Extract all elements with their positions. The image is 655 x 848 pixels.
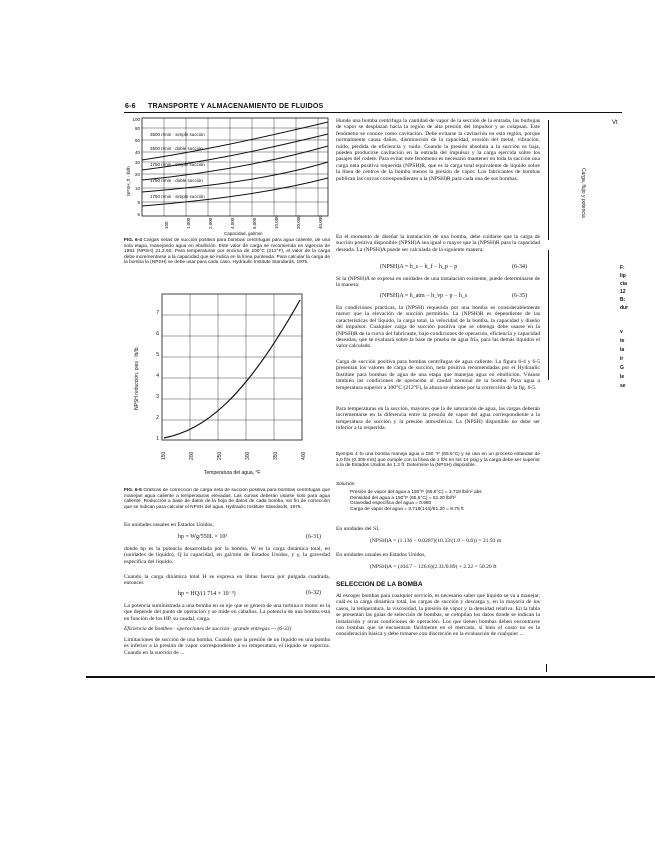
fig2-y-tick: 2: [156, 415, 159, 421]
equation-number: (6-35): [512, 293, 527, 299]
right-paragraph: En condiciones prácticas, la (NPSH) requerida por una bomba es considerablemente menor que la elevación de succión permitida. La (NPSH)R es dependiente de las características del líquido, la carga total, la velocidad de la bomba, la capacidad y diseño del impulsor. Cualquier carga de succión positiva que se obtenga debe usarse en la (NPSH)R de la curva del fabricante, bajo condiciones de operación, eficiencia y capacidad deseadas, que se evaluará sobre la base de prueba de agua fría, para las demás líquidos el valor calculado.: [336, 305, 540, 350]
fig1-x-tick: 10,000: [274, 215, 279, 229]
us-label: En unidades usuales en Estados Unidos,: [336, 552, 426, 558]
side-fragments: [620, 264, 628, 312]
fig1-x-tick: 4,000: [230, 217, 235, 229]
fig1-y-tick: 30: [134, 160, 140, 165]
equation: hp = HQ/(1 714 × 10⁻³): [178, 591, 236, 597]
fig1-x-tick: 100: [164, 221, 169, 229]
figure-1: [124, 116, 330, 236]
fig1-y-tick: 40: [134, 150, 140, 155]
fig1-curve-label: 1750 r/min · simple succión: [150, 194, 205, 199]
fig1-curve-label: 3500 r/min · simple succión: [150, 132, 205, 137]
fig2-y-tick: 3: [156, 394, 159, 400]
side-fragment: te: [620, 338, 625, 344]
si-label: En unidades del SI,: [336, 526, 380, 532]
solution-line: Presión de vapor del agua a 150°F (65.6°C) = 3.718 lb/in² abs: [350, 490, 482, 495]
equation-number: (6-34): [512, 264, 527, 270]
fig1-curve-label: 1750 r/min · doble succión: [150, 178, 203, 183]
solution-line: Densidad del agua a 150°F (65.6°C) = 61.20 lb/ft³: [350, 495, 456, 501]
fig2-y-tick: 5: [156, 352, 159, 358]
figure-2-caption: [124, 488, 330, 518]
fig1-x-tick: 1,000: [186, 217, 191, 229]
fig1-y-tick: 60: [134, 138, 140, 143]
figure-1-caption: [124, 238, 330, 281]
fig1-curve-label: 3500 r/min · doble succión: [150, 146, 203, 151]
fig1-curve-label: 1750 r/min · simple succión: [150, 162, 205, 167]
fig1-y-tick: 100: [132, 117, 140, 122]
equation: hp = Wg/550L × 10³: [178, 534, 228, 540]
fig1-x-tick: 20,000: [296, 215, 301, 229]
fig1-y-tick: 20: [134, 172, 140, 177]
solution-label: Solución: [336, 482, 355, 487]
fig2-curve: [164, 300, 300, 438]
side-fragment: la: [620, 347, 625, 353]
right-mark: Vt: [612, 120, 618, 126]
fig1-caption-text: Cargas netas de succión positiva para bombas centrífugas para agua caliente, de una sola etapa, manejando agua en ebullición. Este valor de carga se recomienda en vigencia de 1981 (NPSH) 21,2.60. Para temperaturas por encima de 100°C (212°F), el valor de la carga debe incrementarse a la capacidad que se indica en la línea punteada. Para calcular la carga de la bomba la (NPSH) se debe usar para cada caso. Hydraulic Institute Standards, 1975.: [124, 238, 330, 266]
fig2-caption-text: Gráficas de corrección de carga neta de succión positiva para bombas centrífugas que manejan agua caliente a temperaturas elevadas. Las curvas deberán usarse solo para agua caliente. Reducción a base de datos de la hoja de datos de cada bomba, sin fin de corrección que se indican para calcular el NPSH del agua. Hydraulic Institute Standards, 1975.: [124, 488, 330, 510]
side-fragment: le: [620, 374, 625, 380]
bottom-tick: [546, 664, 547, 672]
fig1-y-label: NPSH, ft · lb/lb: [126, 166, 131, 196]
fig2-y-tick: 4: [156, 373, 159, 379]
fig1-y-tick: 8: [137, 200, 140, 205]
right-paragraph: Si la (NPSH)A se expresa en unidades de una instalación existente, puede determinarse de la manera:: [336, 276, 540, 289]
bottom-rule: [86, 676, 655, 678]
solution-line: Gravedad específica del agua = 0.980: [350, 501, 432, 507]
fig2-x-label: Temperatura del agua, °F: [204, 470, 261, 476]
fig2-x-tick: 350: [273, 451, 279, 460]
section-text: Al escoger bombas para cualquier servicio, es necesario saber qué líquido se va a manejar, cuál es la carga dinámica total, las cargas de succión y descarga y, en la mayoría de los casos, la temperatura, la viscosidad, la presión de vapor y la densidad relativa. En la tabla se presentan las guías de selección de bombas, se compilan los datos donde se indican la instalación y otras condiciones de operación. Los que tienen bombas deben encontrarse con bombas que se encuentran fácilmente en el mercado, si bien el costo no es la consideración básica y debe tomarse con discreción en la evaluación de cualquier ...: [336, 593, 540, 638]
side-vertical-label: Carga, flujo y potencia: [580, 168, 586, 218]
side-fragment: G: [620, 365, 624, 371]
figure-2: [124, 290, 330, 486]
margin-rule: [548, 250, 549, 380]
right-paragraph: Hunde una bomba centrífuga la cantidad de vapor de la sección de la entrada, las burbujas de vapor se desplazan hacia la región de alta presión del impulsor y se colapsan. Este fenómeno se conoce como cavitación. Debe evitarse la cavitación en esta región, porque normalmente causa daños, disminución de la capacidad, erosión del metal, vibración, ruido, pérdida de eficiencia y ruido. Cuando la presión absoluta a la succión es baja, pueden producirse cavitación en la entrada del impulsor y la carga ejercida sobre los pasajes del rodete. Para evitar este fenómeno es necesario mantener en toda la succión una carga neta positiva requerida (NPSH)R, que es la carga total equivalente de líquido sobre la línea de centros de la bomba menos la presión de vapor. Los fabricantes de bombas publican las curvas correspondientes a la (NPSH)R para cada una de sus bombas.: [336, 118, 540, 182]
right-paragraph: Carga de succión positiva para bombas centrífugas de agua caliente. La figura 6-4 y 6-5 presentan los valores de carga de succión, neta positiva recomendadas por el Hydraulic Institute para bombas de agua de una etapa que manejan agua en ebullición. Véanse también las condiciones de operación al caudal nominal de la bomba. Para agua a temperatura superior a 100°C (212°F), la altura se obtiene por la corrección de la fig. 6-5.: [336, 359, 540, 391]
fig2-x-tick: 400: [301, 451, 307, 460]
fig1-y-tick: 10: [134, 186, 140, 191]
left-paragraph: donde hp es la potencia desarrollada por la bomba, W es la carga dinámica total, en (unidades de líquido), Q la capacidad, en gal/min de Estados Unidos, y γ, la gravedad específica del líquido.: [124, 546, 330, 565]
side-fragment: F:: [620, 265, 625, 271]
running-title: TRANSPORTE Y ALMACENAMIENTO DE FLUIDOS: [148, 103, 324, 110]
fig2-x-tick: 150: [161, 451, 167, 460]
side-fragment: 12: [620, 289, 626, 295]
side-fragment: cia: [620, 281, 627, 287]
fig1-caption-lead: FIG. 6-4: [124, 238, 142, 243]
left-paragraph: La potencia suministrada a una bomba en su eje que se genera de una turbina o motor es la que depende del punto de operación y se mide en caballos. La potencia de una bomba está en función de los HP, su caudal, carga.: [124, 603, 330, 622]
fig2-y-tick: 6: [156, 331, 159, 337]
fig2-x-tick: 250: [217, 451, 223, 460]
fig2-x-tick: 200: [189, 451, 195, 460]
fig1-x-tick: 6,000: [252, 217, 257, 229]
header-rule: [124, 112, 622, 113]
figure-2-chart: [124, 290, 330, 486]
left-paragraph: Eficiencia de bombeo · operaciones de succión · grande entregas — (6-33): [124, 626, 292, 632]
right-paragraph: Para temperaturas en la succión, mayores que la de saturación de agua, las cargas deberán incrementarse en la diferencia entre la presión de vapor del agua correspondiente a la temperatura de succión y la presión atmosférica. La (NPSH) disponible no debe ser inferior a la requerida.: [336, 406, 540, 432]
equation-si: (NPSH)A = (1.136 − 0.0287)(10.33/(1.0 − 0.6)) = 21.93 m: [370, 538, 502, 544]
side-fragment: lip: [620, 273, 626, 279]
right-paragraph: En el momento de diseñar la instalación de una bomba, debe cuidarse que la carga de succión positiva disponible (NPSH)A sea igual o mayor que la (NPSH)R para la capacidad deseada. La (NPSH)A puede ser calculada de la siguiente manera:: [336, 234, 540, 253]
page-number: 6-6: [125, 103, 136, 110]
solution-block: [350, 490, 536, 512]
side-fragment: dur: [620, 305, 629, 311]
equation-number: (6-32): [306, 590, 321, 596]
figure-2-frame: [162, 294, 302, 440]
fig2-y-label: NPSH reducción, pies · lb/lb: [134, 347, 140, 410]
equation-us: (NPSH)A = (104.7 − 126.6)(2.31/0.89) + 2.22 = 50.20 ft: [370, 564, 497, 570]
side-fragment: B:: [620, 297, 626, 303]
fig2-y-tick: 7: [156, 310, 159, 316]
equation: (NPSH)A = h_atm − h_vp − p − h_s: [380, 293, 468, 299]
section-title: SELECCION DE LA BOMBA: [336, 581, 423, 588]
margin-rule: [548, 120, 549, 240]
fig1-y-tick: 6: [137, 212, 140, 217]
fig1-x-tick: 2,000: [208, 217, 213, 229]
left-paragraph: En unidades usuales en Estados Unidos,: [124, 522, 214, 528]
example-text: Ejemplo 4 Si una bomba maneja agua a 150 °F (65.6°C) y se usa en un proceso estándar de 1.0 ft/s (0.305 m/s) que cumple con la línea de 1 ft/s en los 14 psig y la carga debe ser superior a la de Estados Unidos de 1.2 ft. Determine la (NPSH) disponible.: [336, 452, 540, 469]
left-paragraph: Limitaciones de succión de una bomba. Cuando que la presión de un líquido en una bomba es inferior a la presión de vapor correspondiente a su temperatura, el líquido se vaporiza. Cuando en la succión de ...: [124, 637, 330, 656]
fig2-y-tick: 1: [156, 436, 159, 442]
left-paragraph: Cuando la carga dinámica total H se expresa en libras fuerza por pulgada cuadrada, entonces: [124, 574, 330, 587]
fig2-caption-lead: FIG. 6-5: [124, 488, 142, 493]
figure-1-chart: [124, 116, 330, 236]
side-fragment: ir: [620, 356, 624, 362]
side-fragments-2: [620, 328, 626, 391]
equation: (NPSH)A = h_s − h_f − h_p − p: [380, 264, 458, 270]
side-fragment: se: [620, 383, 626, 389]
equation-number: (6-31): [306, 534, 321, 540]
fig1-x-label: Capacidad, gal/min: [224, 231, 263, 236]
fig1-x-tick: 40,000: [318, 215, 323, 229]
side-fragment: v: [620, 329, 623, 335]
solution-line: Carga de vapor del agua = 3.718(144)/61.20 = 8.75 ft: [350, 506, 464, 512]
fig1-y-tick: 80: [134, 126, 140, 131]
fig2-x-tick: 300: [245, 451, 251, 460]
